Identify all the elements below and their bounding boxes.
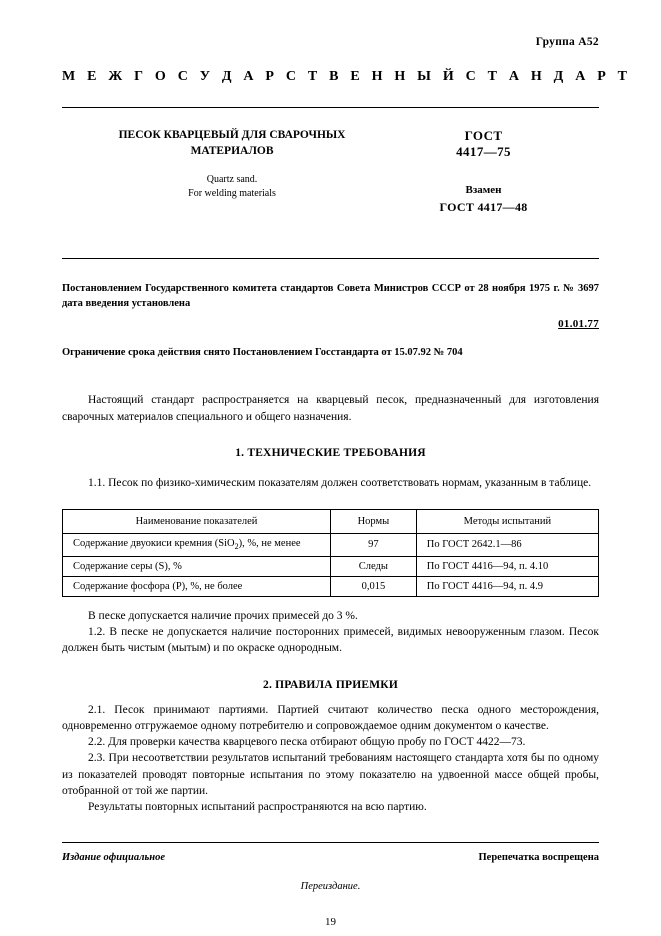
section-1-paragraph-1: 1.1. Песок по физико-химическим показателям должен соответствовать нормам, указанным в таблице. <box>88 477 592 490</box>
effective-date: 01.01.77 <box>558 318 599 331</box>
table-cell-method: По ГОСТ 4416—94, п. 4.9 <box>416 576 598 596</box>
table-col-name: Наименование показателей <box>63 510 331 534</box>
section-heading-2: 2. ПРАВИЛА ПРИЕМКИ <box>263 678 398 691</box>
limitation-text: Ограничение срока действия снято Постановлением Госстандарта от 15.07.92 № 704 <box>62 347 463 359</box>
document-title-en <box>96 173 368 201</box>
table-row <box>63 534 599 556</box>
divider-top <box>62 107 599 108</box>
table-cell-norm: 97 <box>331 534 417 556</box>
divider-middle <box>62 258 599 259</box>
table-cell-norm: 0,015 <box>331 576 417 596</box>
table-cell-name <box>63 534 331 556</box>
name-sub: 2 <box>234 542 239 552</box>
table-header-row <box>63 510 599 534</box>
document-title-en-line1: Quartz sand. <box>206 174 258 186</box>
name-post: ), %, не менее <box>238 538 301 550</box>
after-table-block <box>62 608 599 657</box>
table-row <box>63 576 599 596</box>
table-cell-method: По ГОСТ 2642.1—86 <box>416 534 598 556</box>
section-2-paragraph-2: 2.2. Для проверки качества кварцевого песка отбирают общую пробу по ГОСТ 4422—73. <box>88 736 526 749</box>
section-2-paragraph-4: Результаты повторных испытаний распространяются на всю партию. <box>88 801 427 814</box>
group-code: Группа А52 <box>535 36 599 48</box>
table-cell-norm: Следы <box>331 556 417 576</box>
table-col-norm: Нормы <box>331 510 417 534</box>
intro-paragraph: Настоящий стандарт распространяется на кварцевый песок, предназначенный для изготовления сварочных материалов специального и общего назначения. <box>62 394 599 423</box>
standard-header: М Е Ж Г О С У Д А Р С Т В Е Н Н Ы Й С Т А Н Д А Р Т <box>62 69 632 84</box>
footer-left: Издание официальное <box>62 851 166 863</box>
table-cell-name: Содержание фосфора (Р), %, не более <box>63 576 331 596</box>
title-right <box>368 128 599 232</box>
name-pre: Содержание двуокиси кремния (SiO <box>73 538 235 550</box>
reissue-note: Переиздание. <box>300 880 361 892</box>
section-heading-1: 1. ТЕХНИЧЕСКИЕ ТРЕБОВАНИЯ <box>235 447 426 460</box>
decree-text: Постановлением Государственного комитета стандартов Совета Министров СССР от 28 ноября 1975 г. № 3697 дата введения установлена <box>62 283 599 310</box>
replaces-doc: ГОСТ 4417—48 <box>439 200 528 215</box>
table-cell-name: Содержание серы (S), % <box>63 556 331 576</box>
gost-number: 4417—75 <box>456 144 511 160</box>
section-2-paragraphs <box>62 702 599 816</box>
paragraph-1-2: 1.2. В песке не допускается наличие посторонних примесей, видимых невооруженным глазом. Песок должен быть чистым (мытым) и по окраске однородным. <box>62 625 599 655</box>
title-block <box>62 128 599 232</box>
impurities-note: В песке допускается наличие прочих примесей до 3 %. <box>88 609 358 622</box>
title-left <box>62 128 368 232</box>
section-2-paragraph-3: 2.3. При несоответствии результатов испытаний требованиям настоящего стандарта хотя бы по одному из показателей проводят повторные испытания по этому показателю на удвоенной массе общей пробы, отобранной от той же партии. <box>62 752 599 798</box>
replaces-label: Взамен <box>465 184 502 197</box>
table-col-method: Методы испытаний <box>416 510 598 534</box>
document-title: ПЕСОК КВАРЦЕВЫЙ ДЛЯ СВАРОЧНЫХ МАТЕРИАЛОВ <box>118 129 346 157</box>
page-number: 19 <box>325 915 336 928</box>
table-cell-method: По ГОСТ 4416—94, п. 4.10 <box>416 556 598 576</box>
table-row <box>63 556 599 576</box>
specification-table <box>62 509 599 596</box>
footer-right: Перепечатка воспрещена <box>478 851 599 863</box>
gost-label: ГОСТ <box>464 128 503 143</box>
section-2-paragraph-1: 2.1. Песок принимают партиями. Партией считают количество песка одного месторождения, одновременно отгружаемое одному потребителю и сопровождаемое одним документом о качестве. <box>62 703 599 732</box>
footer-row <box>62 852 599 863</box>
document-title-en-line2: For welding materials <box>188 188 276 200</box>
divider-footer <box>62 842 599 843</box>
